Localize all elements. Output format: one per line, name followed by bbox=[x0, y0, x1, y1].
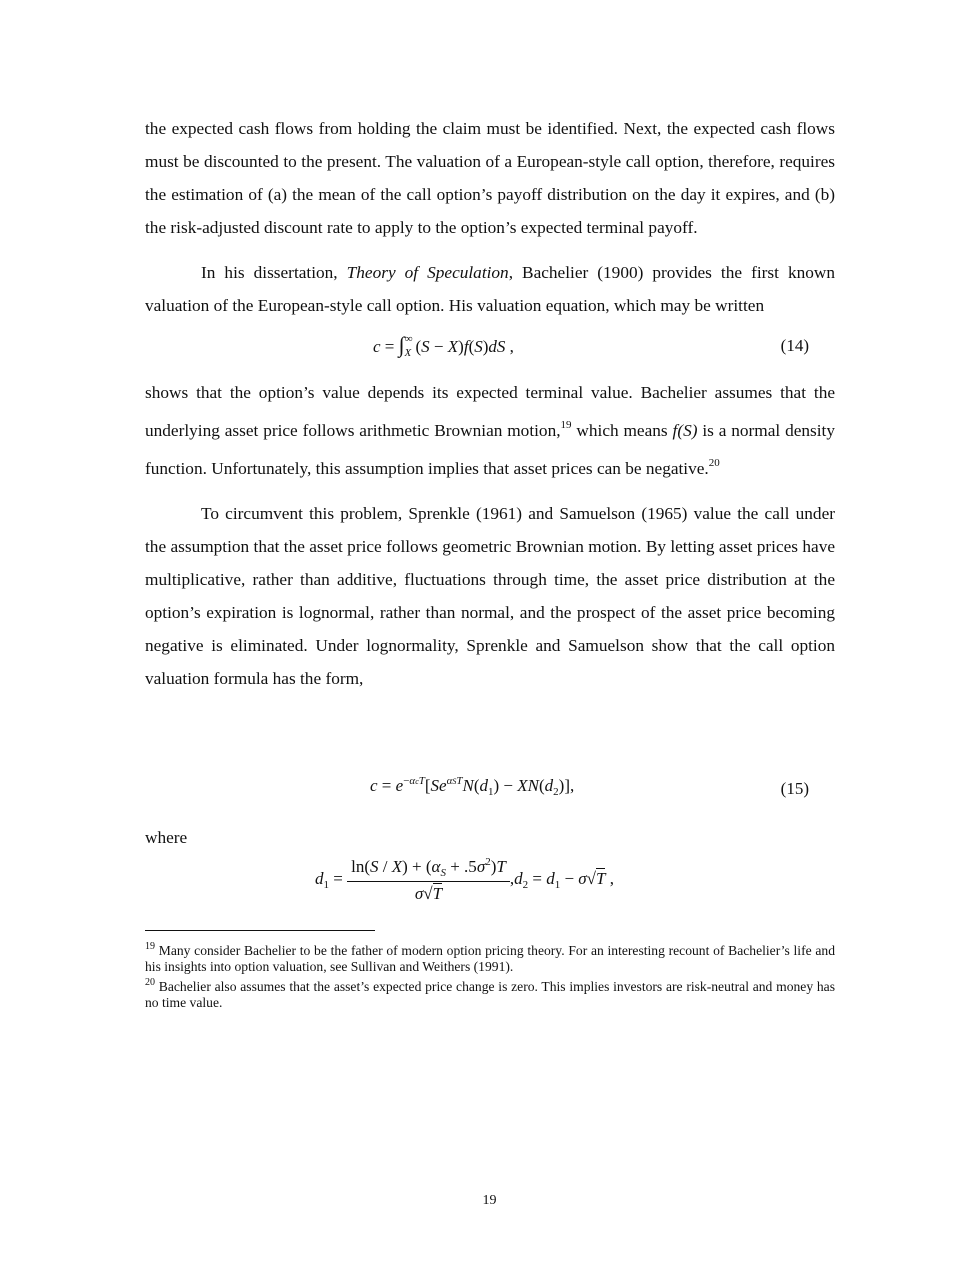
paragraph-3-end: is a normal density function. Unfortunately, this assumption implies that asset prices can be negative. bbox=[145, 421, 835, 478]
footnote-20-text: Bachelier also assumes that the asset’s expected price change is zero. This implies investors are risk-neutral and money has no time value. bbox=[145, 979, 835, 1010]
equation-14-number: (14) bbox=[780, 336, 809, 355]
density-function: f(S) bbox=[672, 421, 698, 440]
footnote-19-mark: 19 bbox=[145, 941, 155, 952]
paragraph-2-end: , Bachelier (1900) provides the first known valuation of the European-style call option. His valuation equation, which may be written bbox=[145, 263, 835, 315]
equation-15-number: (15) bbox=[780, 779, 809, 798]
book-title: Theory of Speculation bbox=[346, 263, 509, 282]
footnote-ref-20: 20 bbox=[708, 457, 720, 469]
paragraph-3-mid: which means bbox=[571, 421, 673, 440]
footnote-20-mark: 20 bbox=[145, 977, 155, 988]
equation-15-formula: $c = e^{-\alpha cT}[Se^{\alpha ST}N(d_1) - XN(d_2)]$, bbox=[370, 775, 575, 798]
page-body bbox=[145, 112, 835, 1011]
equation-15 bbox=[145, 765, 835, 819]
footnote-19-text: Many consider Bachelier to be the father of modern option pricing theory. For an interesting recount of Bachelier’s life and his insights into option valuation, see Sullivan and Weithers (1991). bbox=[145, 943, 835, 974]
paragraph-2 bbox=[145, 256, 835, 322]
paragraph-1: the expected cash flows from holding the claim must be identified. Next, the expected cash flows must be discounted to the present. The valuation of a European-style call option, therefore, requires the estimation of (a) the mean of the call option’s payoff distribution on the day it expires, and (b) the risk-adjusted discount rate to apply to the option’s expected terminal payoff. bbox=[145, 119, 835, 237]
equation-14-formula: $c = \int^\infty_X$ (S − X)f(S)dS , bbox=[373, 332, 514, 359]
footnote-ref-19: 19 bbox=[560, 419, 572, 431]
where-label: where bbox=[145, 828, 188, 847]
footnote-20 bbox=[145, 975, 835, 1011]
paragraph-2-start: In his dissertation, bbox=[201, 263, 347, 282]
paragraph-3-start: shows that the option’s value depends its expected terminal value. Bachelier assumes that the underlying asset price follows arithmetic Brownian motion, bbox=[145, 383, 835, 440]
equation-14 bbox=[145, 322, 835, 376]
paragraph-3 bbox=[145, 376, 835, 485]
equation-d1-d2-formula: $d_1$ = $\frac{\ln(S / X) + (\alpha_S + .5\sigma^2)T}{\sigma√T}$ $,d_2 = d_1 - \sigma√T$ , bbox=[315, 856, 614, 903]
page-number: 19 bbox=[482, 1193, 497, 1208]
equation-d1-d2 bbox=[145, 854, 835, 916]
paragraph-4: To circumvent this problem, Sprenkle (1961) and Samuelson (1965) value the call under the assumption that the asset price follows geometric Brownian motion. By letting asset prices have multiplicative, rather than additive, fluctuations through time, the asset price distribution at the option’s expiration is lognormal, rather than normal, and the prospect of the asset price becoming negative is eliminated. Under lognormality, Sprenkle and Samuelson show that the call option valuation formula has the form, bbox=[145, 504, 835, 688]
footnote-19 bbox=[145, 939, 835, 975]
